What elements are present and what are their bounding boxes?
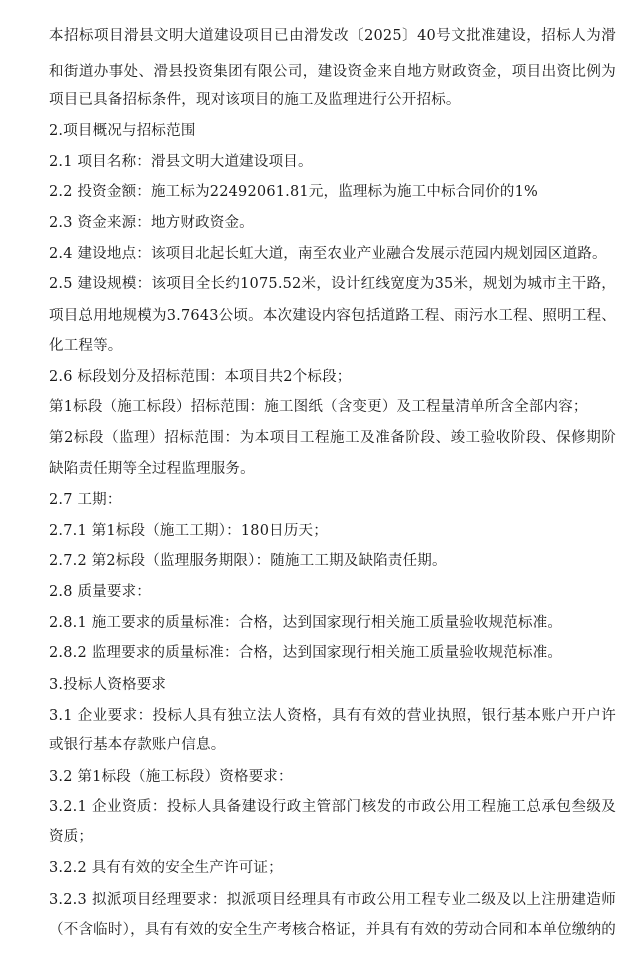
text-line: 2.2 投资金额：施工标为22492061.81元，监理标为施工中标合同价的1%: [49, 184, 539, 200]
text-line: 和街道办事处、滑县投资集团有限公司，建设资金来自地方财政资金，项目出资比例为: [49, 64, 616, 80]
text-line: 3.2.2 具有有效的安全生产许可证；: [49, 860, 283, 876]
text-line: 项目总用地规模为3.7643公顷。本次建设内容包括道路工程、雨污水工程、照明工程、: [49, 308, 616, 324]
text-line: 缺陷责任期等全过程监理服务。: [49, 461, 255, 477]
text-line: 第2标段（监理）招标范围：为本项目工程施工及准备阶段、竣工验收阶段、保修期阶: [49, 430, 616, 446]
text-line: 3.2 第1标段（施工标段）资格要求：: [49, 769, 293, 785]
section-heading: 2.8 质量要求：: [49, 584, 151, 600]
text-line: 2.7.1 第1标段（施工工期）：180日历天；: [49, 523, 328, 539]
text-line: 3.2.1 企业资质：投标人具备建设行政主管部门核发的市政公用工程施工总承包叁级及: [49, 799, 616, 815]
text-line: 第1标段（施工标段）招标范围：施工图纸（含变更）及工程量清单所含全部内容；: [49, 399, 588, 415]
text-line: 资质；: [49, 829, 94, 845]
text-line: 3.2.3 拟派项目经理要求：拟派项目经理具有市政公用工程专业二级及以上注册建造师: [49, 892, 616, 908]
text-line: 2.5 建设规模：该项目全长约1075.52米，设计红线宽度为35米，规划为城市主干路，: [49, 276, 616, 292]
text-line: 2.7.2 第2标段（监理服务期限）：随施工工期及缺陷责任期。: [49, 553, 447, 569]
text-line: （不含临时），具有有效的安全生产考核合格证，并具有有效的劳动合同和本单位缴纳的: [49, 922, 616, 938]
section-heading: 2.项目概况与招标范围: [49, 123, 196, 139]
text-line: 2.1 项目名称：滑县文明大道建设项目。: [49, 154, 313, 170]
text-line: 2.3 资金来源：地方财政资金。: [49, 215, 254, 231]
text-line: 2.4 建设地点：该项目北起长虹大道，南至农业产业融合发展示范园内规划园区道路。: [49, 246, 607, 262]
text-line: 项目已具备招标条件，现对该项目的施工及监理进行公开招标。: [49, 92, 461, 108]
text-line: 2.6 标段划分及招标范围：本项目共2个标段；: [49, 369, 352, 385]
section-heading: 2.7 工期：: [49, 492, 122, 508]
text-line: 2.8.2 监理要求的质量标准：合格，达到国家现行相关施工质量验收规范标准。: [49, 645, 563, 661]
text-line: 3.1 企业要求：投标人具有独立法人资格，具有有效的营业执照，银行基本账户开户许: [49, 708, 616, 724]
section-heading: 3.投标人资格要求: [49, 677, 167, 693]
text-line: 化工程等。: [49, 338, 123, 354]
text-line: 或银行基本存款账户信息。: [49, 737, 226, 753]
text-line: 2.8.1 施工要求的质量标准：合格，达到国家现行相关施工质量验收规范标准。: [49, 615, 563, 631]
text-line: 本招标项目滑县文明大道建设项目已由滑发改〔2025〕40号文批准建设，招标人为滑: [49, 28, 616, 44]
